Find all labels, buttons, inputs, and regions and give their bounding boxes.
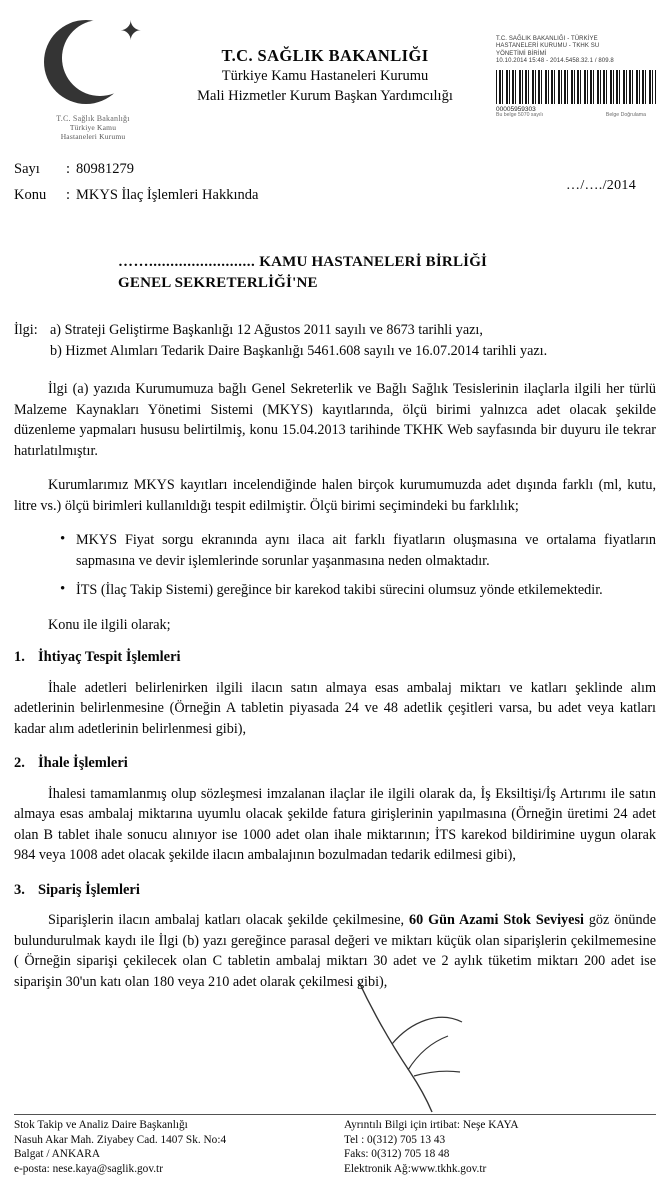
barcode-number: 00005959303	[496, 105, 536, 113]
electronic-signature-stamp	[496, 36, 658, 118]
addressee-org: KAMU HASTANELERİ BİRLİĞİ	[259, 254, 488, 270]
section-title-3: Sipariş İşlemleri	[38, 881, 140, 898]
stamp-line-3: YÖNETİMİ BİRİMİ	[496, 50, 547, 57]
document-title-block	[165, 45, 485, 106]
paragraph-1: İlgi (a) yazıda Kurumumuza bağlı Genel Sekreterlik ve Bağlı Sağlık Tesislerinin ilaçlarla ilgili her türlü Malzeme Kaynakları Yönetimi Sistemi (MKYS) kayıtlarında, ölçü birimi yalnızca adet olacak şekilde düzenleme yapmaları hususu belirtilmiş, konu 15.04.2013 tarihinde TKHK Web sayfasında bir duyuru ile tekrar hatırlatılmıştır.	[14, 381, 656, 459]
section-number-3: 3.	[14, 881, 25, 898]
reference-row-a	[14, 320, 656, 341]
footer-right-line-1: Ayrıntılı Bilgi için irtibat: Neşe KAYA	[344, 1119, 519, 1131]
handwritten-signature	[352, 980, 482, 1120]
section-text-3	[14, 910, 656, 992]
stamp-line-4: 10.10.2014 15:48 - 2014.5458.32.1 / 809.8	[496, 58, 614, 65]
footer-right-line-4: Elektronik Ağ:www.tkhk.gov.tr	[344, 1162, 487, 1175]
date-line: …/…./2014	[566, 178, 636, 193]
section-text-3-part1: Siparişlerin ilacın ambalaj katları olacak şekilde çekilmesine,	[48, 912, 409, 928]
section-title-1: İhtiyaç Tespit İşlemleri	[38, 649, 181, 665]
addressee-block	[118, 252, 670, 294]
title-line-3: Mali Hizmetler Kurum Başkan Yardımcılığı	[197, 88, 453, 104]
addressee-line-1	[118, 252, 670, 273]
reference-item-b: b) Hizmet Alımları Tedarik Daire Başkanlığı 5461.608 sayılı ve 16.07.2014 tarihli yazı.	[50, 342, 548, 359]
konu-separator: :	[66, 187, 71, 203]
footer-left-line-3: Balgat / ANKARA	[14, 1148, 100, 1160]
stamp-sub-right: Belge Doğrulama	[605, 111, 646, 118]
bullet-list	[14, 530, 656, 601]
reference-item-a: a) Strateji Geliştirme Başkanlığı 12 Ağustos 2011 sayılı ve 8673 tarihli yazı,	[50, 322, 483, 338]
paragraph-2: Kurumlarımız MKYS kayıtları incelendiğinde halen birçok kurumumuzda adet dışında farklı (ml, kutu, litre vs.) ölçü birimleri kullanıldığı tespit edilmiştir. Ölçü birimi seçimindeki bu farklılık;	[14, 477, 656, 514]
footer-left-line-2: Nasuh Akar Mah. Ziyabey Cad. 1407 Sk. No:4	[14, 1133, 227, 1146]
logo-caption-line2: Türkiye Kamu	[69, 123, 117, 132]
sayi-row	[14, 156, 654, 182]
stamp-line-2: HASTANELERİ KURUMU - TKHK SU	[496, 43, 600, 50]
addressee-dots: …….........................	[118, 254, 256, 270]
barcode-image	[496, 70, 656, 104]
reference-label-spacer	[14, 341, 50, 362]
konu-row	[14, 182, 654, 208]
footer-left-column	[14, 1118, 344, 1176]
title-line-1: T.C. SAĞLIK BAKANLIĞI	[221, 46, 429, 65]
logo-caption-line1: T.C. Sağlık Bakanlığı	[56, 114, 130, 123]
document-meta	[14, 156, 654, 208]
crescent-star-icon	[38, 18, 148, 113]
konu-label: Konu	[14, 187, 47, 203]
reference-label: İlgi:	[14, 322, 38, 338]
addressee-line-2: GENEL SEKRETERLİĞİ'NE	[118, 275, 318, 291]
stamp-subtext	[496, 112, 646, 118]
footer-left-line-4: e-posta: nese.kaya@saglik.gov.tr	[14, 1162, 163, 1175]
section-text-3-part2: göz önünde bulundurulmak kaydı ile İlgi (b) yazı gereğince parasal değeri ve miktarı küçük olan siparişlerin çekilmemesine ( Örneğin siparişi çekilecek olan C tabletin ambalaj miktarı 30 adet ve 2 aylık tüketim miktarı 200 adet ise siparişin 30'un katı olan 180 veya 210 adet olarak çekilmesi gibi),	[14, 912, 656, 990]
reference-block	[14, 320, 656, 361]
star-icon: ✦	[119, 16, 142, 46]
section-number-1: 1.	[14, 649, 25, 665]
section-number-2: 2.	[14, 755, 25, 771]
document-footer	[14, 1114, 656, 1176]
footer-left-line-1: Stok Takip ve Analiz Daire Başkanlığı	[14, 1119, 188, 1131]
section-heading-1	[14, 647, 656, 668]
sayi-separator: :	[66, 161, 71, 177]
konu-value: MKYS İlaç İşlemleri Hakkında	[76, 187, 259, 203]
bullet-item-2: • İTS (İlaç Takip Sistemi) gereğince bir karekod takibi sürecini olumsuz yönde etkilemektedir.	[76, 580, 656, 601]
logo-caption-line3: Hastaneleri Kurumu	[60, 132, 126, 141]
reference-row-b	[14, 341, 656, 362]
stamp-sub-left: Bu belge 5070 sayılı	[496, 111, 544, 118]
section-text-1: İhale adetleri belirlenirken ilgili ilacın satın almaya esas ambalaj miktarı ve katları şeklinde alım adetlerinin belirlenmesine (Örneğin A tabletin piyasada 24 ve 48 adetlik çeşitleri varsa, bu adet veya katları kadar alım adetlerinin belirlenmesi gibi),	[14, 679, 656, 737]
sayi-value: 80981279	[76, 161, 134, 177]
sayi-label: Sayı	[14, 161, 40, 177]
ministry-logo	[28, 18, 158, 143]
konu-ile-ilgili: Konu ile ilgili olarak;	[48, 616, 171, 633]
title-line-2: Türkiye Kamu Hastaneleri Kurumu	[221, 68, 429, 84]
section-text-2: İhalesi tamamlanmış olup sözleşmesi imzalanan ilaçlar ile ilgili olarak da, İş Eksiltişi/İş Artırımı ile satın almaya esas ambalaj miktarına uyumlu olacak şekilde fatura girişlerinin yapılmasına (Örneğin üretimi 24 adet olan B tablet ihale sonucu alınıyor ise 1000 adet olan ihale miktarının; İTS karekod bildirimine uygun olarak 984 veya 1008 adet olacak şekilde ilacın ambalajının bozulmadan tedarik edilmesi gibi),	[14, 785, 656, 863]
stamp-line-1: T.C. SAĞLIK BAKANLIĞI - TÜRKİYE	[496, 36, 598, 42]
logo-caption	[28, 114, 158, 141]
section-heading-3	[14, 880, 656, 901]
section-text-3-bold: 60 Gün Azami Stok Seviyesi	[408, 912, 584, 928]
footer-right-column	[344, 1118, 656, 1176]
footer-right-line-3: Faks: 0(312) 705 18 48	[344, 1148, 450, 1160]
document-header	[0, 0, 670, 150]
footer-right-line-2: Tel : 0(312) 705 13 43	[344, 1133, 446, 1146]
section-heading-2	[14, 753, 656, 774]
bullet-item-1: • MKYS Fiyat sorgu ekranında aynı ilaca ait farklı fiyatların oluşmasına ve ortalama fiyatların sapmasına ve devir işlemlerinde sorunlar yaşanmasına neden olmaktadır.	[76, 530, 656, 571]
section-title-2: İhale İşlemleri	[38, 755, 128, 771]
document-body	[14, 320, 656, 992]
